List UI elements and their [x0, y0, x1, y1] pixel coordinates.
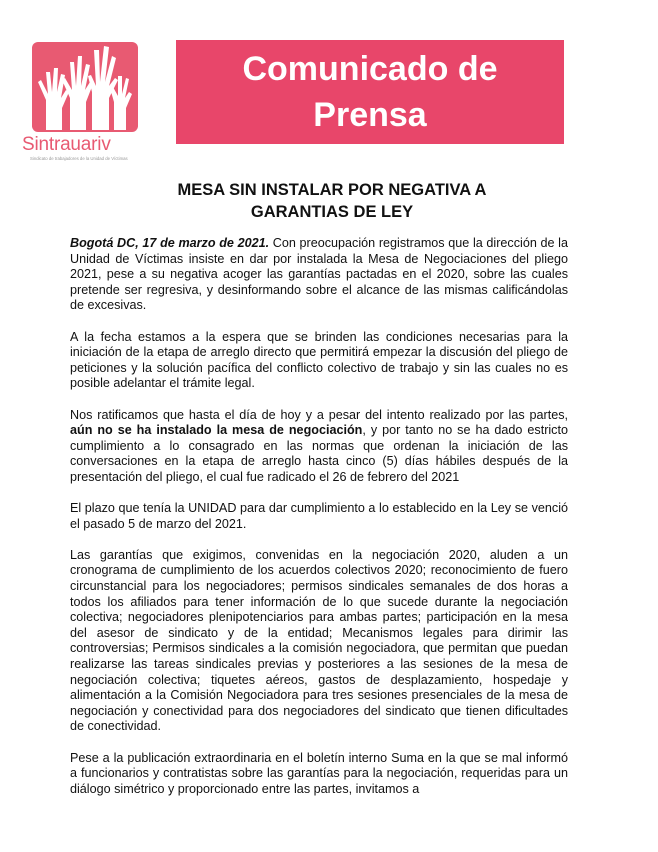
paragraph-1-text: Con preocupación registramos que la dirección de la Unidad de Víctimas insiste en dar por instalada la Mesa de Negociaciones del pliego 2021, pese a su negativa acoger las garantías pactadas en el 2020, sobre las cuales pretende ser regresiva, y desinformando sobre el alcance de las mismas calificándolas de excesivas. — [70, 236, 568, 313]
paragraph-3-part-b: , y por tanto no se ha dado estricto cumplimiento a lo consagrado en las normas que ordenan la iniciación de las conversaciones en la etapa de arreglo hasta cinco (5) días hábiles después de la presentación del pliego, el cual fue radicado el 26 de febrero del 2021 — [70, 423, 568, 484]
sintrauariv-logo — [22, 42, 150, 162]
paragraph-3 — [70, 408, 568, 486]
paragraph-6: Pese a la publicación extraordinaria en el boletín interno Suma en la que se mal informó a funcionarios y contratistas sobre las garantías para la negociación, requeridas para un diálogo simétrico y proporcionado entre las partes, invitamos a — [70, 750, 568, 796]
paragraph-1 — [70, 236, 568, 314]
paragraph-3-part-a: Nos ratificamos que hasta el día de hoy y a pesar del intento realizado por las partes, — [70, 407, 568, 422]
press-release-banner — [176, 40, 564, 144]
raised-hands-icon — [32, 42, 138, 132]
banner-line-2: Prensa — [313, 96, 427, 134]
document-title — [70, 179, 594, 223]
title-line-2: GARANTIAS DE LEY — [250, 203, 414, 221]
title-line-1: MESA SIN INSTALAR POR NEGATIVA A — [177, 181, 487, 199]
logo-tagline: Sindicato de trabajadores de la Unidad de Víctimas — [30, 156, 128, 161]
paragraph-5: Las garantías que exigimos, convenidas en la negociación 2020, aluden a un cronograma de cumplimiento de los acuerdos colectivos 2020; reconocimiento de fuero circunstancial para los negociadores; permisos sindicales semanales de dos horas a todos los afiliados para tener información de lo que sucede durante la negociación colectiva; negociadores plenipotenciarios para ambas partes; participación en la mesa del asesor de sindicato y de la entidad; Mecanismos legales para dirimir las controversias; Permisos sindicales a la comisión negociadora, que permitan que puedan realizarse las tareas sindicales previas y posteriores a las sesiones de la mesa de negociación colectiva; tiquetes aéreos, gastos de desplazamiento, hospedaje y alimentación a la Comisión Negociadora para tres sesiones presenciales de la mesa de negociación y conectividad para dos negociadores del sindicato que tienen dificultades de conectividad. — [70, 547, 568, 734]
banner-line-1: Comunicado de — [242, 50, 498, 88]
logo-name: Sintrauariv — [22, 134, 111, 155]
paragraph-4: El plazo que tenía la UNIDAD para dar cumplimiento a lo establecido en la Ley se venció el pasado 5 de marzo del 2021. — [70, 501, 568, 531]
document-body — [70, 236, 568, 813]
paragraph-2: A la fecha estamos a la espera que se brinden las condiciones necesarias para la iniciación de la etapa de arreglo directo que permitirá empezar la discusión del pliego de peticiones y la solución pacífica del conflicto colectivo de trabajo y sin las cuales no es posible adelantar el trámite legal. — [70, 329, 568, 391]
paragraph-3-emphasis: aún no se ha instalado la mesa de negociación — [70, 423, 363, 438]
dateline: Bogotá DC, 17 de marzo de 2021. — [70, 236, 270, 250]
